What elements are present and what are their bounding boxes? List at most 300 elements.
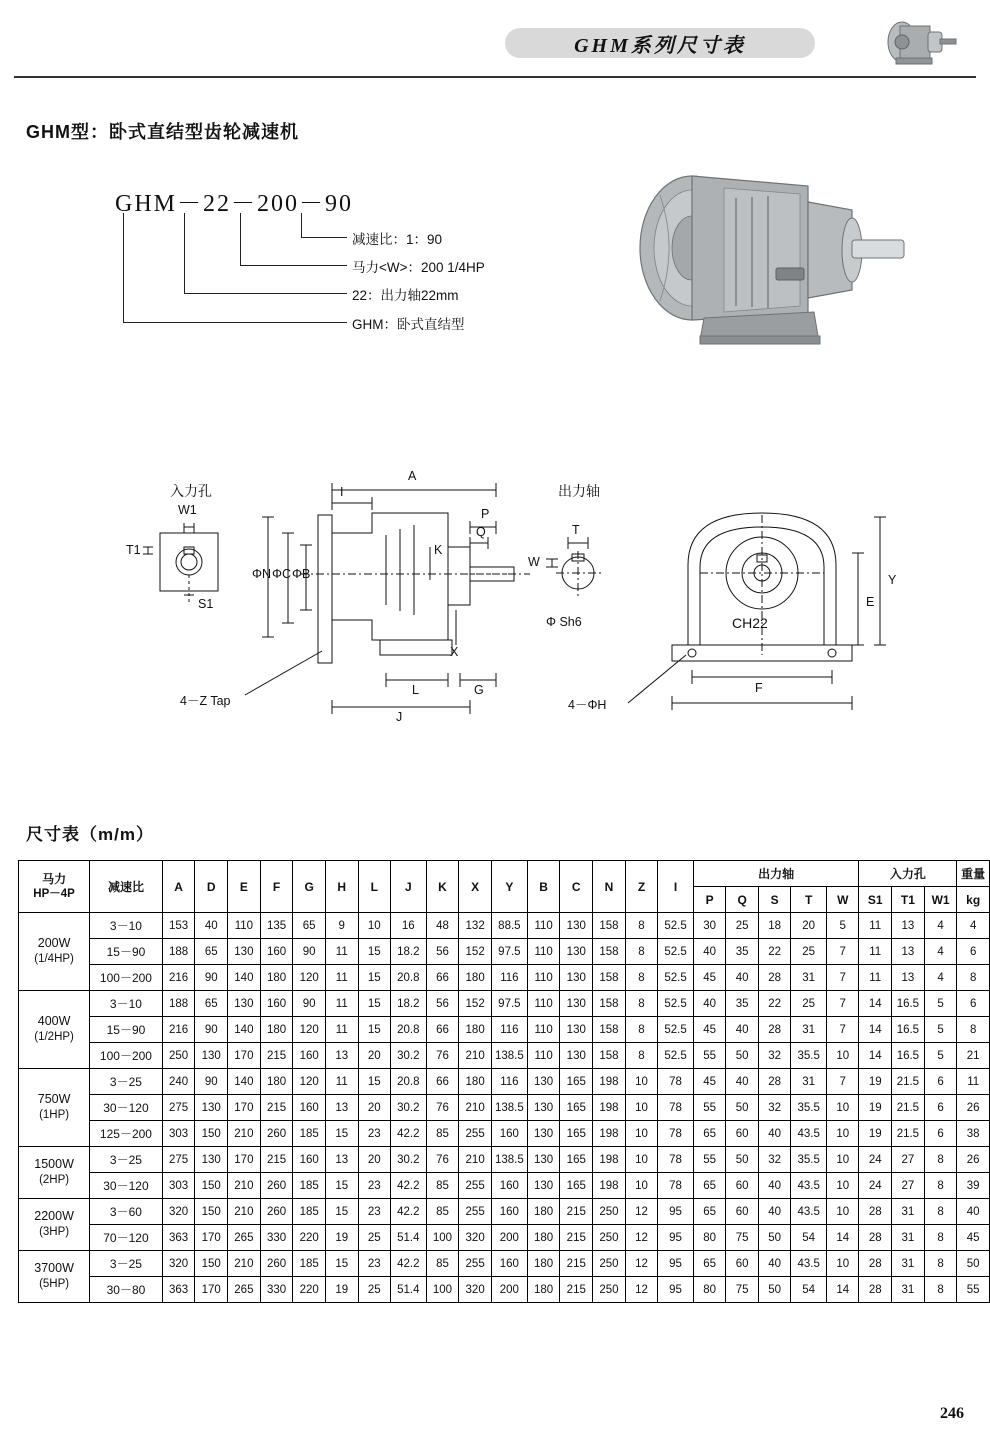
cell-value: 51.4 — [390, 1277, 426, 1303]
th-weight: 重量 — [957, 861, 990, 887]
cell-value: 80 — [693, 1277, 725, 1303]
th-ratio: 减速比 — [90, 861, 163, 913]
cell-value: 158 — [593, 1043, 626, 1069]
cell-value: 78 — [658, 1173, 694, 1199]
cell-value: 45 — [693, 965, 725, 991]
cell-value: 130 — [560, 913, 593, 939]
cell-value: 14 — [859, 1043, 892, 1069]
cell-value: 130 — [195, 1147, 228, 1173]
cell-value: 60 — [726, 1173, 758, 1199]
cell-value: 158 — [593, 991, 626, 1017]
cell-value: 160 — [260, 991, 293, 1017]
cell-value: 40 — [957, 1199, 990, 1225]
cell-value: 198 — [593, 1069, 626, 1095]
label-shaft-tolerance: Φ Sh6 — [546, 615, 582, 629]
cell-value: 50 — [726, 1095, 758, 1121]
cell-value: 25 — [791, 991, 827, 1017]
cell-value: 80 — [693, 1225, 725, 1251]
technical-drawing — [0, 455, 990, 765]
label-S1: S1 — [198, 597, 214, 611]
cell-value: 56 — [426, 939, 459, 965]
table-row — [19, 1095, 990, 1121]
cell-value: 10 — [625, 1069, 657, 1095]
cell-value: 31 — [791, 1017, 827, 1043]
cell-value: 31 — [791, 1069, 827, 1095]
th-W1: W1 — [924, 887, 957, 913]
cell-value: 65 — [693, 1199, 725, 1225]
cell-value: 138.5 — [491, 1095, 527, 1121]
page-number: 246 — [940, 1405, 964, 1422]
cell-value: 215 — [260, 1043, 293, 1069]
cell-value: 31 — [892, 1251, 925, 1277]
cell-value: 5 — [827, 913, 859, 939]
cell-value: 19 — [326, 1277, 358, 1303]
cell-value: 130 — [560, 1043, 593, 1069]
cell-value: 10 — [827, 1199, 859, 1225]
cell-value: 303 — [162, 1173, 195, 1199]
cell-value: 28 — [758, 1069, 790, 1095]
cell-value: 11 — [859, 939, 892, 965]
cell-value: 8 — [625, 1043, 657, 1069]
cell-value: 85 — [426, 1199, 459, 1225]
cell-value: 8 — [924, 1277, 957, 1303]
cell-value: 60 — [726, 1121, 758, 1147]
th-output-shaft-group: 出力轴 — [693, 861, 859, 887]
cell-value: 95 — [658, 1277, 694, 1303]
dimension-table — [18, 860, 990, 1303]
cell-value: 11 — [326, 991, 358, 1017]
cell-value: 100 — [426, 1225, 459, 1251]
cell-value: 165 — [560, 1147, 593, 1173]
cell-value: 30.2 — [390, 1095, 426, 1121]
cell-value: 45 — [693, 1069, 725, 1095]
th-X: X — [459, 861, 492, 913]
cell-value: 22 — [758, 939, 790, 965]
model-code: GHM－22－200－90 — [115, 191, 354, 217]
cell-value: 165 — [560, 1121, 593, 1147]
cell-value: 10 — [827, 1043, 859, 1069]
cell-power — [19, 1147, 90, 1199]
cell-value: 185 — [293, 1173, 326, 1199]
cell-value: 110 — [527, 913, 560, 939]
cell-value: 88.5 — [491, 913, 527, 939]
cell-value: 250 — [593, 1251, 626, 1277]
table-row — [19, 1277, 990, 1303]
label-tap-note: 4－Z Tap — [180, 694, 231, 708]
cell-value: 6 — [924, 1121, 957, 1147]
power-hp: (1/4HP) — [34, 953, 74, 966]
cell-value: 78 — [658, 1069, 694, 1095]
table-body — [19, 913, 990, 1303]
cell-value: 9 — [326, 913, 358, 939]
cell-value: 26 — [957, 1095, 990, 1121]
cell-ratio: 3－25 — [90, 1147, 163, 1173]
cell-value: 14 — [859, 991, 892, 1017]
cell-value: 11 — [957, 1069, 990, 1095]
cell-value: 76 — [426, 1095, 459, 1121]
cell-value: 35.5 — [791, 1095, 827, 1121]
label-Q: Q — [476, 525, 486, 539]
cell-value: 170 — [195, 1277, 228, 1303]
cell-value: 11 — [326, 939, 358, 965]
cell-value: 11 — [326, 1017, 358, 1043]
cell-value: 160 — [491, 1121, 527, 1147]
cell-power — [19, 1069, 90, 1147]
cell-ratio: 100－200 — [90, 965, 163, 991]
cell-value: 75 — [726, 1225, 758, 1251]
cell-value: 10 — [358, 913, 390, 939]
cell-value: 265 — [228, 1225, 261, 1251]
cell-value: 12 — [625, 1277, 657, 1303]
cell-value: 250 — [162, 1043, 195, 1069]
cell-value: 27 — [892, 1173, 925, 1199]
cell-value: 40 — [195, 913, 228, 939]
product-photo — [600, 140, 910, 355]
table-row — [19, 1199, 990, 1225]
cell-value: 76 — [426, 1043, 459, 1069]
cell-value: 50 — [726, 1043, 758, 1069]
th-F: F — [260, 861, 293, 913]
power-hp: (5HP) — [39, 1278, 70, 1291]
cell-value: 158 — [593, 939, 626, 965]
cell-value: 210 — [228, 1173, 261, 1199]
cell-value: 110 — [527, 965, 560, 991]
cell-value: 85 — [426, 1173, 459, 1199]
th-W: W — [827, 887, 859, 913]
cell-value: 12 — [625, 1225, 657, 1251]
cell-value: 130 — [560, 965, 593, 991]
table-row — [19, 1225, 990, 1251]
cell-value: 10 — [625, 1173, 657, 1199]
label-X: Y — [888, 573, 897, 587]
cell-value: 198 — [593, 1147, 626, 1173]
cell-value: 31 — [791, 965, 827, 991]
cell-value: 20.8 — [390, 1017, 426, 1043]
cell-value: 120 — [293, 1017, 326, 1043]
cell-value: 185 — [293, 1199, 326, 1225]
cell-value: 150 — [195, 1121, 228, 1147]
label-W1: W1 — [178, 503, 197, 517]
cell-value: 180 — [260, 1069, 293, 1095]
cell-value: 23 — [358, 1121, 390, 1147]
cell-value: 78 — [658, 1147, 694, 1173]
label-PhiC: ΦC — [272, 567, 292, 581]
cell-value: 54 — [791, 1225, 827, 1251]
cell-ratio: 100－200 — [90, 1043, 163, 1069]
th-B: B — [527, 861, 560, 913]
cell-value: 160 — [293, 1043, 326, 1069]
cell-value: 8 — [625, 965, 657, 991]
cell-value: 363 — [162, 1277, 195, 1303]
cell-value: 210 — [228, 1199, 261, 1225]
th-N: N — [593, 861, 626, 913]
cell-value: 31 — [892, 1199, 925, 1225]
cell-value: 15 — [358, 965, 390, 991]
cell-value: 250 — [593, 1277, 626, 1303]
cell-value: 28 — [758, 965, 790, 991]
cell-value: 320 — [162, 1251, 195, 1277]
th-K: K — [426, 861, 459, 913]
cell-value: 52.5 — [658, 965, 694, 991]
cell-value: 200 — [491, 1277, 527, 1303]
label-PhiB: ΦB — [292, 567, 311, 581]
cell-value: 95 — [658, 1251, 694, 1277]
cell-value: 28 — [758, 1017, 790, 1043]
legend-item-2: 马力<W>：200 1/4HP — [352, 260, 485, 275]
cell-value: 19 — [859, 1121, 892, 1147]
cell-value: 170 — [228, 1043, 261, 1069]
cell-value: 13 — [892, 913, 925, 939]
cell-value: 55 — [693, 1043, 725, 1069]
cell-value: 240 — [162, 1069, 195, 1095]
cell-value: 180 — [459, 1069, 492, 1095]
th-weight-unit: kg — [957, 887, 990, 913]
power-watts: 750W — [37, 1092, 71, 1107]
cell-value: 16.5 — [892, 991, 925, 1017]
cell-value: 130 — [527, 1147, 560, 1173]
cell-value: 21.5 — [892, 1069, 925, 1095]
cell-value: 45 — [693, 1017, 725, 1043]
cell-value: 8 — [957, 965, 990, 991]
cell-value: 170 — [228, 1147, 261, 1173]
cell-value: 180 — [459, 1017, 492, 1043]
legend-item-3: 22：出力轴22mm — [352, 288, 459, 303]
cell-value: 50 — [758, 1277, 790, 1303]
cell-value: 11 — [326, 1069, 358, 1095]
cell-value: 23 — [358, 1199, 390, 1225]
cell-value: 8 — [924, 1173, 957, 1199]
cell-value: 180 — [459, 965, 492, 991]
legend-item-1: 减速比：1：90 — [352, 232, 443, 247]
label-input-hole: 入力孔 — [170, 483, 212, 499]
cell-value: 8 — [924, 1147, 957, 1173]
cell-value: 65 — [293, 913, 326, 939]
cell-value: 60 — [726, 1199, 758, 1225]
label-hole-note: 4－ΦH — [568, 698, 607, 712]
cell-value: 85 — [426, 1121, 459, 1147]
th-Z: Z — [625, 861, 657, 913]
cell-value: 188 — [162, 991, 195, 1017]
cell-value: 130 — [228, 939, 261, 965]
cell-value: 4 — [957, 913, 990, 939]
cell-value: 198 — [593, 1173, 626, 1199]
cell-value: 21 — [957, 1043, 990, 1069]
label-I: I — [340, 485, 344, 499]
cell-value: 15 — [358, 991, 390, 1017]
cell-value: 250 — [593, 1225, 626, 1251]
cell-value: 110 — [228, 913, 261, 939]
cell-value: 150 — [195, 1173, 228, 1199]
cell-value: 255 — [459, 1199, 492, 1225]
cell-value: 90 — [293, 991, 326, 1017]
cell-value: 4 — [924, 965, 957, 991]
cell-value: 19 — [326, 1225, 358, 1251]
cell-value: 50 — [726, 1147, 758, 1173]
cell-value: 132 — [459, 913, 492, 939]
cell-value: 110 — [527, 1017, 560, 1043]
header-divider — [14, 76, 976, 78]
cell-value: 120 — [293, 965, 326, 991]
cell-value: 5 — [924, 991, 957, 1017]
cell-ratio: 30－120 — [90, 1095, 163, 1121]
cell-value: 14 — [827, 1225, 859, 1251]
cell-value: 85 — [426, 1251, 459, 1277]
cell-value: 40 — [758, 1173, 790, 1199]
cell-value: 15 — [326, 1173, 358, 1199]
cell-value: 90 — [293, 939, 326, 965]
cell-value: 40 — [726, 1069, 758, 1095]
cell-value: 30.2 — [390, 1147, 426, 1173]
cell-value: 35 — [726, 991, 758, 1017]
th-T1: T1 — [892, 887, 925, 913]
cell-value: 185 — [293, 1251, 326, 1277]
th-G: G — [293, 861, 326, 913]
cell-value: 35.5 — [791, 1043, 827, 1069]
label-T: T — [572, 523, 580, 537]
cell-value: 65 — [195, 939, 228, 965]
cell-value: 210 — [459, 1095, 492, 1121]
cell-value: 160 — [491, 1173, 527, 1199]
cell-value: 12 — [625, 1251, 657, 1277]
cell-value: 42.2 — [390, 1251, 426, 1277]
power-watts: 1500W — [34, 1157, 74, 1172]
cell-value: 160 — [293, 1095, 326, 1121]
cell-value: 110 — [527, 991, 560, 1017]
cell-value: 260 — [260, 1173, 293, 1199]
cell-value: 180 — [527, 1277, 560, 1303]
th-horsepower — [19, 861, 90, 913]
cell-value: 15 — [326, 1121, 358, 1147]
cell-value: 100 — [426, 1277, 459, 1303]
cell-value: 30.2 — [390, 1043, 426, 1069]
cell-value: 140 — [228, 1017, 261, 1043]
cell-value: 75 — [726, 1277, 758, 1303]
cell-value: 158 — [593, 1017, 626, 1043]
cell-value: 90 — [195, 1017, 228, 1043]
table-row — [19, 1173, 990, 1199]
th-L: L — [358, 861, 390, 913]
cell-ratio: 30－80 — [90, 1277, 163, 1303]
cell-value: 255 — [459, 1173, 492, 1199]
label-Y: E — [866, 595, 875, 609]
cell-value: 40 — [758, 1121, 790, 1147]
cell-value: 116 — [491, 1069, 527, 1095]
table-row — [19, 965, 990, 991]
cell-value: 28 — [859, 1277, 892, 1303]
cell-value: 16.5 — [892, 1017, 925, 1043]
th-hp-line2: HP－4P — [33, 887, 75, 900]
th-D: D — [195, 861, 228, 913]
cell-value: 165 — [560, 1095, 593, 1121]
cell-value: 60 — [726, 1251, 758, 1277]
cell-value: 255 — [459, 1251, 492, 1277]
power-hp: (2HP) — [39, 1174, 70, 1187]
cell-value: 180 — [527, 1199, 560, 1225]
cell-value: 28 — [859, 1225, 892, 1251]
cell-value: 215 — [560, 1277, 593, 1303]
cell-value: 19 — [859, 1069, 892, 1095]
cell-value: 110 — [527, 939, 560, 965]
power-watts: 2200W — [34, 1209, 74, 1224]
cell-value: 25 — [358, 1277, 390, 1303]
cell-value: 320 — [162, 1199, 195, 1225]
cell-value: 8 — [924, 1225, 957, 1251]
cell-value: 48 — [426, 913, 459, 939]
cell-value: 170 — [228, 1095, 261, 1121]
cell-value: 50 — [957, 1251, 990, 1277]
cell-value: 35 — [726, 939, 758, 965]
cell-ratio: 3－25 — [90, 1251, 163, 1277]
cell-value: 21.5 — [892, 1121, 925, 1147]
cell-value: 13 — [892, 965, 925, 991]
cell-value: 165 — [560, 1173, 593, 1199]
cell-value: 55 — [957, 1277, 990, 1303]
cell-value: 275 — [162, 1147, 195, 1173]
cell-value: 8 — [625, 1017, 657, 1043]
cell-value: 130 — [560, 939, 593, 965]
cell-value: 20 — [358, 1147, 390, 1173]
cell-value: 18.2 — [390, 991, 426, 1017]
power-hp: (1/2HP) — [34, 1031, 74, 1044]
cell-value: 130 — [527, 1069, 560, 1095]
cell-value: 10 — [827, 1095, 859, 1121]
cell-ratio: 70－120 — [90, 1225, 163, 1251]
cell-value: 65 — [693, 1251, 725, 1277]
cell-value: 130 — [560, 991, 593, 1017]
cell-value: 210 — [228, 1121, 261, 1147]
table-row — [19, 1043, 990, 1069]
cell-value: 7 — [827, 1069, 859, 1095]
th-Q: Q — [726, 887, 758, 913]
th-hp-line1: 马力 — [42, 871, 67, 886]
cell-value: 66 — [426, 1069, 459, 1095]
cell-value: 180 — [260, 1017, 293, 1043]
cell-value: 6 — [924, 1095, 957, 1121]
cell-value: 265 — [228, 1277, 261, 1303]
cell-value: 180 — [527, 1251, 560, 1277]
cell-value: 320 — [459, 1277, 492, 1303]
cell-value: 28 — [859, 1199, 892, 1225]
cell-value: 40 — [693, 991, 725, 1017]
cell-value: 13 — [326, 1147, 358, 1173]
cell-value: 210 — [459, 1043, 492, 1069]
cell-value: 31 — [892, 1277, 925, 1303]
cell-value: 78 — [658, 1121, 694, 1147]
cell-value: 51.4 — [390, 1225, 426, 1251]
cell-value: 8 — [625, 939, 657, 965]
label-A: A — [408, 469, 417, 483]
cell-value: 15 — [326, 1251, 358, 1277]
cell-value: 130 — [527, 1121, 560, 1147]
cell-value: 188 — [162, 939, 195, 965]
table-row — [19, 991, 990, 1017]
cell-value: 32 — [758, 1147, 790, 1173]
cell-value: 116 — [491, 1017, 527, 1043]
cell-value: 25 — [726, 913, 758, 939]
cell-value: 35.5 — [791, 1147, 827, 1173]
cell-value: 8 — [625, 991, 657, 1017]
gearbox-photo-icon — [880, 14, 958, 70]
table-row — [19, 1121, 990, 1147]
cell-value: 158 — [593, 965, 626, 991]
cell-value: 180 — [527, 1225, 560, 1251]
cell-value: 23 — [358, 1173, 390, 1199]
cell-value: 23 — [358, 1251, 390, 1277]
cell-ratio: 3－10 — [90, 991, 163, 1017]
cell-value: 275 — [162, 1095, 195, 1121]
cell-value: 140 — [228, 1069, 261, 1095]
table-header-row — [19, 861, 990, 887]
